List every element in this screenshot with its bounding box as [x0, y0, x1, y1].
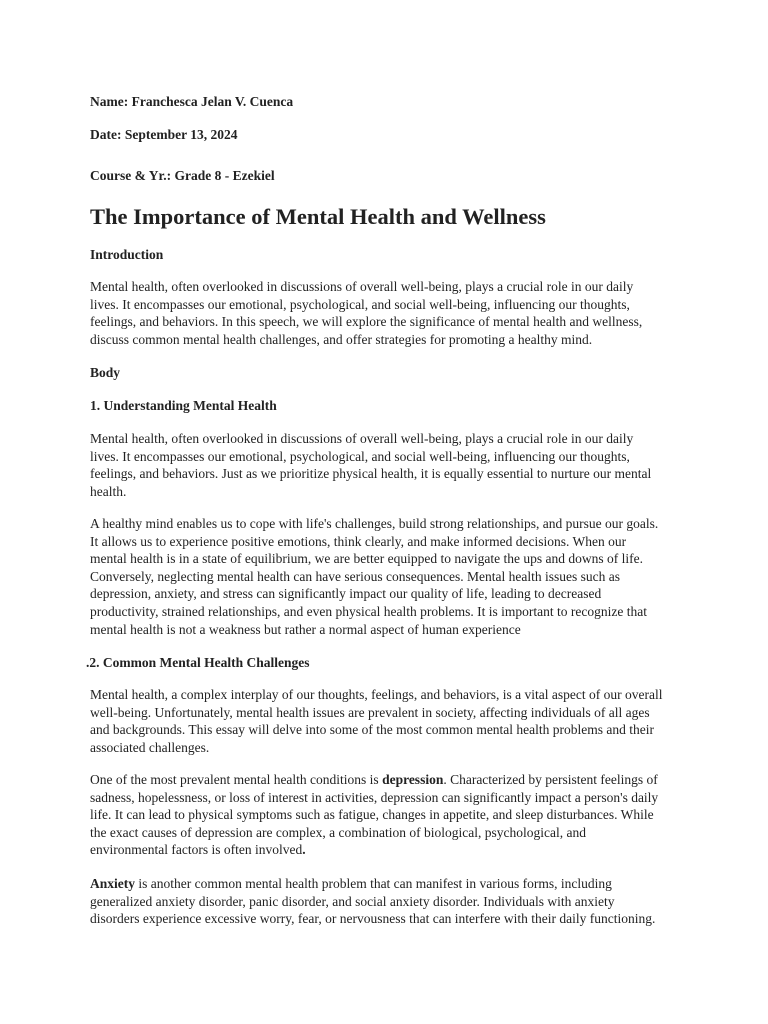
text-line: the exact causes of depression are complex, a combination of biological, psychological, and — [90, 824, 586, 840]
heading-body: Body — [90, 365, 121, 380]
anxiety-term: Anxiety — [90, 876, 135, 891]
anxiety-paragraph — [90, 875, 680, 928]
text-line: Conversely, neglecting mental health can have serious consequences. Mental health issues such as — [90, 568, 620, 584]
text-run-bold: . — [302, 842, 306, 858]
text-line — [90, 771, 680, 789]
text-run: One of the most prevalent mental health conditions is — [90, 772, 383, 787]
text-line: mental health is in a state of equilibrium, we are better equipped to navigate the ups and downs of life. — [90, 551, 643, 567]
text-run: . Characterized by persistent feelings of — [443, 772, 658, 787]
heading-understanding-mental-health: 1. Understanding Mental Health — [90, 398, 277, 413]
text-line: feelings, and behaviors. In this speech, we will explore the significance of mental health and wellness, — [90, 314, 643, 330]
text-line: disorders experience excessive worry, fear, or nervousness that can interfere with their daily functioning. — [90, 911, 656, 927]
text-run: environmental factors is often involved — [90, 842, 303, 858]
depression-paragraph — [90, 771, 680, 859]
text-line — [90, 841, 680, 859]
text-line: It allows us to experience positive emotions, think clearly, and make informed decisions. When our — [90, 533, 627, 549]
text-line: generalized anxiety disorder, panic disorder, and social anxiety disorder. Individuals with anxiety — [90, 893, 615, 909]
text-line: mental health is not a weakness but rather a normal aspect of human experience — [90, 621, 521, 637]
depression-term: depression — [382, 772, 444, 787]
text-line: productivity, strained relationships, and even physical health problems. It is important to recognize that — [90, 603, 647, 619]
page-title: The Importance of Mental Health and Wellness — [90, 204, 546, 229]
course-year: Course & Yr.: Grade 8 - Ezekiel — [90, 168, 275, 183]
text-line: sadness, hopelessness, or loss of interest in activities, depression can significantly impact a person's daily — [90, 789, 659, 805]
text-line: life. It can lead to physical symptoms such as fatigue, changes in appetite, and sleep disturbances. While — [90, 807, 654, 823]
text-line — [90, 875, 680, 893]
text-line: Mental health, a complex interplay of our thoughts, feelings, and behaviors, is a vital aspect of our overall — [90, 687, 663, 702]
challenges-paragraph-1 — [90, 686, 680, 756]
text-line: discuss common mental health challenges, and offer strategies for promoting a healthy mind. — [90, 331, 593, 347]
text-line: Mental health, often overlooked in discussions of overall well-being, plays a crucial role in our daily — [90, 431, 634, 446]
text-line: feelings, and behaviors. Just as we prioritize physical health, it is equally essential to nurture our mental — [90, 466, 652, 482]
text-run: is another common mental health problem that can manifest in various forms, including — [135, 876, 612, 891]
text-line: lives. It encompasses our emotional, psychological, and social well-being, influencing our thoughts, — [90, 296, 630, 312]
text-line: A healthy mind enables us to cope with life's challenges, build strong relationships, and pursue our goals. — [90, 516, 659, 531]
understanding-paragraph-1 — [90, 430, 680, 500]
text-line: lives. It encompasses our emotional, psychological, and social well-being, influencing our thoughts, — [90, 448, 630, 464]
student-name: Name: Franchesca Jelan V. Cuenca — [90, 94, 294, 109]
text-line: and backgrounds. This essay will delve into some of the most common mental health problems and their — [90, 722, 655, 738]
document-date: Date: September 13, 2024 — [90, 127, 238, 142]
text-line: well-being. Unfortunately, mental health issues are prevalent in society, affecting individuals of all ages — [90, 704, 650, 720]
heading-introduction: Introduction — [90, 247, 164, 262]
text-line: depression, anxiety, and stress can significantly impact our quality of life, leading to decreased — [90, 586, 602, 602]
text-line: associated challenges. — [90, 739, 210, 755]
heading-common-challenges: .2. Common Mental Health Challenges — [86, 655, 310, 670]
text-line: health. — [90, 483, 127, 499]
text-line: Mental health, often overlooked in discussions of overall well-being, plays a crucial role in our daily — [90, 279, 634, 294]
introduction-paragraph — [90, 278, 680, 348]
understanding-paragraph-2 — [90, 515, 680, 638]
